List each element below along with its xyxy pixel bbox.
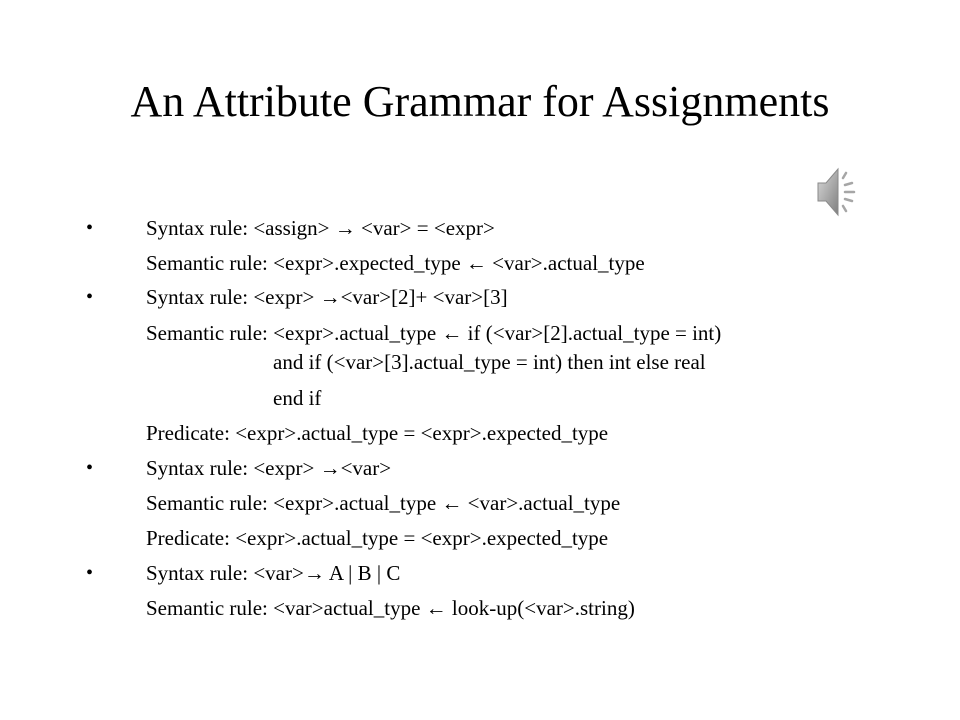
syntax-rule-expr-sum: Syntax rule: <expr> →<var>[2]+ <var>[3] xyxy=(146,285,508,309)
semantic-rule-expr-var: Semantic rule: <expr>.actual_type ← <var>.actual_type xyxy=(146,491,621,515)
predicate-expr-var: Predicate: <expr>.actual_type = <expr>.expected_type xyxy=(146,526,609,550)
semantic-rule-expr-sum: Semantic rule: <expr>.actual_type ← if (<var>[2].actual_type = int) xyxy=(146,321,722,345)
semantic-rule-end-if: end if xyxy=(273,386,322,410)
bullet: • xyxy=(86,217,94,239)
syntax-rule-assign: Syntax rule: <assign> → <var> = <expr> xyxy=(146,216,495,240)
semantic-rule-var: Semantic rule: <var>actual_type ← look-up(<var>.string) xyxy=(146,596,635,620)
predicate-expr-sum: Predicate: <expr>.actual_type = <expr>.expected_type xyxy=(146,421,609,445)
syntax-rule-var: Syntax rule: <var>→ A | B | C xyxy=(146,561,401,585)
bullet: • xyxy=(86,562,94,584)
bullet: • xyxy=(86,457,94,479)
bullet: • xyxy=(86,286,94,308)
speaker-audio-icon[interactable] xyxy=(816,161,858,223)
syntax-rule-expr-var: Syntax rule: <expr> →<var> xyxy=(146,456,392,480)
slide-title: An Attribute Grammar for Assignments xyxy=(130,77,830,126)
semantic-rule-expr-sum-cont: and if (<var>[3].actual_type = int) then int else real xyxy=(273,350,706,374)
semantic-rule-assign: Semantic rule: <expr>.expected_type ← <var>.actual_type xyxy=(146,251,645,275)
